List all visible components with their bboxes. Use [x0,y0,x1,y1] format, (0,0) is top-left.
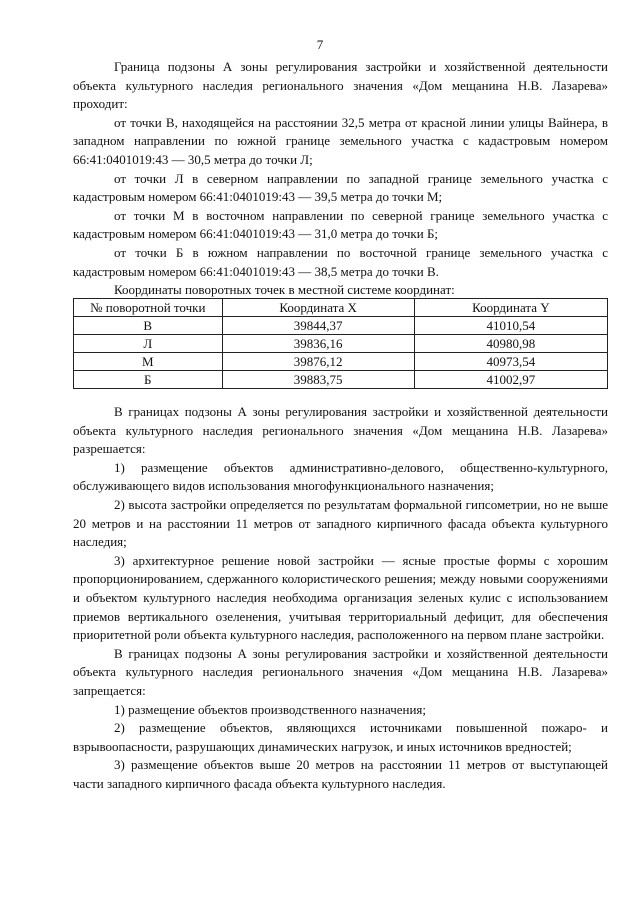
paragraph: В границах подзоны А зоны регулирования застройки и хозяйственной деятельности объекта культурного наследия регионального значения «Дом мещанина Н.В. Лазарева» разрешается: [73,404,608,457]
paragraph: от точки Л в северном направлении по западной границе земельного участка с кадастровым номером 66:41:0401019:43 — 39,5 метра до точки М; [73,170,608,205]
paragraph: В границах подзоны А зоны регулирования застройки и хозяйственной деятельности объекта культурного наследия регионального значения «Дом мещанина Н.В. Лазарева» запрещается: [73,645,608,698]
table-row [74,335,608,353]
list-item: 1) размещение объектов производственного назначения; [114,701,427,717]
list-item: 1) размещение объектов административно-делового, общественно-культурного, обслуживающего видов использования многофункционального назначения; [73,459,608,494]
table-cell: 40980,98 [414,335,607,353]
table-row [74,371,608,389]
page-number: 7 [316,37,324,52]
paragraph: Граница подзоны А зоны регулирования застройки и хозяйственной деятельности объекта культурного наследия регионального значения «Дом мещанина Н.В. Лазарева» проходит: [73,59,608,112]
paragraph: от точки В, находящейся на расстоянии 32,5 метра от красной линии улицы Вайнера, в западном направлении по южной границе земельного участка с кадастровым номером 66:41:0401019:43 — 30,5 метра до точки Л; [73,114,608,167]
coordinates-table [73,298,608,389]
table-cell: 39844,37 [222,317,414,335]
list-item: 2) высота застройки определяется по результатам формальной гипсометрии, но не выше 20 метров и на расстоянии 11 метров от западного кирпичного фасада объекта культурного наследия; [73,496,608,550]
table-cell: 41002,97 [414,371,607,389]
table-cell: Л [74,335,223,353]
table-cell: 39883,75 [222,371,414,389]
list-item: 2) размещение объектов, являющихся источниками повышенной пожаро- и взрывоопасности, разрушающих динамических нагрузок, и иных источников вредностей; [73,720,608,754]
paragraph: от точки Б в южном направлении по восточной границе земельного участка с кадастровым номером 66:41:0401019:43 — 38,5 метра до точки В. [73,244,608,279]
paragraph: от точки М в восточном направлении по северной границе земельного участка с кадастровым номером 66:41:0401019:43 — 31,0 метра до точки Б; [73,207,608,242]
boundary-description [73,58,608,300]
table-cell: В [74,317,223,335]
list-item: 3) размещение объектов выше 20 метров на расстоянии 11 метров от выступающей части западного кирпичного фасада объекта культурного наследия. [73,757,608,791]
paragraph: Координаты поворотных точек в местной системе координат: [114,282,455,298]
table-cell: М [74,353,223,371]
table-row [74,353,608,371]
column-header: Координата Y [414,299,607,317]
table-cell: Б [74,371,223,389]
table-cell: 41010,54 [414,317,607,335]
column-header: № поворотной точки [74,299,223,317]
column-header: Координата X [222,299,414,317]
table-cell: 39836,16 [222,335,414,353]
table-cell: 39876,12 [222,353,414,371]
list-item: 3) архитектурное решение новой застройки — ясные простые формы с хорошим пропорционированием, сдержанного колористического решения; между новыми сооружениями и объектом культурного наследия необходима организация зеленых кулис с использованием приемов вертикального озеленения, учитывая территориальный дефицит, для обеспечения приоритетной роли объекта культурного наследия, расположенного на первом плане застройки. [73,552,608,643]
table-row [74,317,608,335]
permitted-prohibited-uses [73,403,608,793]
table-header-row [74,299,608,317]
table-cell: 40973,54 [414,353,607,371]
